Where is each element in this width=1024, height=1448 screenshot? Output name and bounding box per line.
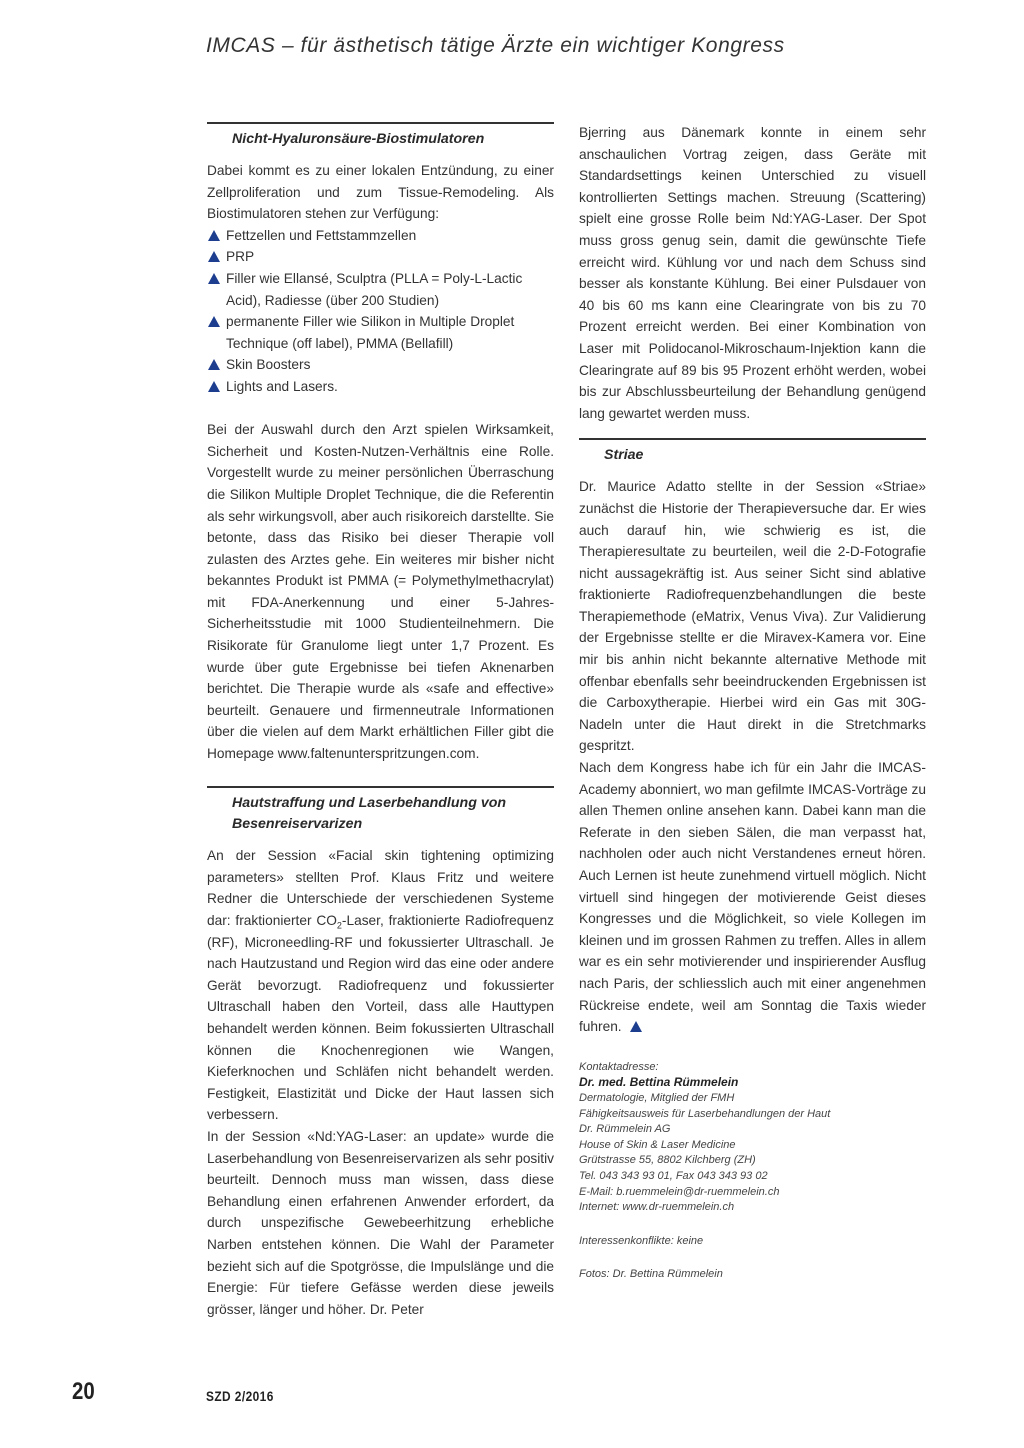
page-number: 20 xyxy=(72,1378,95,1405)
list-item: permanente Filler wie Silikon in Multiple Droplet Technique (off label), PMMA (Bellafill) xyxy=(207,311,554,354)
contact-line: Fähigkeitsausweis für Laserbehandlungen der Haut xyxy=(579,1107,831,1120)
contact-email: E-Mail: b.ruemmelein@dr-ruemmelein.ch xyxy=(579,1185,780,1198)
section-heading-striae: Striae xyxy=(579,438,926,466)
list-item: Fettzellen und Fettstammzellen xyxy=(207,225,554,247)
biostimulatoren-list xyxy=(207,225,554,398)
section-heading-hautstraffung: Hautstraffung und Laserbehandlung von Besenreiservarizen xyxy=(207,786,554,835)
triangle-bullet-icon xyxy=(208,251,220,262)
triangle-bullet-icon xyxy=(208,316,220,327)
triangle-bullet-icon xyxy=(208,359,220,370)
paragraph-striae-2: Nach dem Kongress habe ich für ein Jahr die IMCAS-Academy abonniert, wo man gefilmte IMCAS-Vorträge zu allen Themen online ansehen kann. Dabei kann man die Referate in den sieben Sälen, die man verpasst hat, nachholen oder auch nicht Verstandenes erneut hören. Auch Lernen ist heute zunehmend virtuell möglich. Nicht virtuell sind hingegen der motivierende Geist dieses Kongresses und die Möglichkeit, so viele Kollegen im kleinen und im grossen Rahmen zu treffen. Alles in allem war es ein sehr motivierender und inspirierender Ausflug nach Paris, der schliesslich auch mit einer angenehmen Rückreise endete, weil am Sonntag die Taxis wieder fuhren. xyxy=(579,760,926,1035)
issue-label: SZD 2/2016 xyxy=(206,1388,274,1404)
list-item: Skin Boosters xyxy=(207,354,554,376)
paragraph-biostimulatoren-intro: Dabei kommt es zu einer lokalen Entzündung, zu einer Zellproliferation und zum Tissue-Remodeling. Als Biostimulatoren stehen zur Verfügung: xyxy=(207,163,554,222)
contact-line: Dermatologie, Mitglied der FMH xyxy=(579,1091,735,1104)
contact-line: Tel. 043 343 93 01, Fax 043 343 93 02 xyxy=(579,1169,768,1182)
conflicts-note: Interessenkonflikte: keine xyxy=(579,1234,704,1247)
contact-line: Dr. Rümmelein AG xyxy=(579,1123,671,1136)
left-column xyxy=(207,122,554,1320)
section-heading-biostimulatoren: Nicht-Hyaluronsäure-Biostimulatoren xyxy=(207,122,554,150)
paragraph-hautstraffung-2: In der Session «Nd:YAG-Laser: an update» wurde die Laserbehandlung von Besenreiservarizen als sehr positiv beurteilt. Dennoch muss man wissen, dass diese Behandlung einen erfahrenen Anwender erfordert, da durch unspezifische Gewebeerhitzung erhebliche Narben entstehen können. Die Wahl der Parameter bezieht sich auf die Spotgrösse, die Impulslänge und die Energie: Für tiefere Gefässe werden diese jeweils grösser, länger und höher. Dr. Peter xyxy=(207,1128,554,1317)
paragraph-hautstraffung-1: An der Session «Facial skin tightening optimizing parameters» stellten Prof. Klaus Fritz und weitere Redner die Unterschiede der verschiedenen Systeme dar: fraktionierter $CO_2$-Laser, fraktionierte Radiofrequenz (RF), Microneedling-RF und fokussierter Ultraschall. Je nach Hautzustand und Region wird das eine oder andere Gerät bevorzugt. Radiofrequenz und fokussierter Ultraschall haben den Vorteil, dass alle Hauttypen behandelt werden können. Beim fokussierten Ultraschall können die Knochenregionen wie Wangen, Kieferknochen und Schläfen nicht behandelt werden. Festigkeit, Elastizität und Dicke der Haut lassen sich verbessern. xyxy=(207,848,554,1123)
contact-line: House of Skin & Laser Medicine xyxy=(579,1138,736,1151)
paragraph-biostimulatoren-body: Bei der Auswahl durch den Arzt spielen Wirksamkeit, Sicherheit und Kosten-Nutzen-Verhältnis eine Rolle. Vorgestellt wurde zu meiner persönlichen Überraschung die Silikon Multiple Droplet Technique, die die Referentin als sehr wirkungsvoll, aber auch risikoreich darstellte. Sie betonte, dass das Risiko bei dieser Therapie voll zulasten des Arztes gehe. Ein weiteres mir bisher nicht bekanntes Produkt ist PMMA (= Polymethylmethacrylat) mit FDA-Anerkennung und einer 5-Jahres-Sicherheitsstudie mit 1000 Studienteilnehmern. Die Risikorate für Granulome liegt unter 1,7 Prozent. Es wurde über gute Ergebnisse bei tiefen Aknenarben berichtet. Die Therapie wurde als «safe and effective» beurteilt. Genauere und firmenneutrale Informationen über die vielen auf dem Markt erhältlichen Filler gibt die Homepage www.faltenunterspritzungen.com. xyxy=(207,422,554,762)
end-mark-triangle-icon xyxy=(630,1021,642,1032)
triangle-bullet-icon xyxy=(208,230,220,241)
photo-credit: Fotos: Dr. Bettina Rümmelein xyxy=(579,1268,723,1281)
contact-line: Grütstrasse 55, 8802 Kilchberg (ZH) xyxy=(579,1154,756,1167)
list-item: Lights and Lasers. xyxy=(207,376,554,398)
contact-website: Internet: www.dr-ruemmelein.ch xyxy=(579,1201,735,1214)
list-item: PRP xyxy=(207,246,554,268)
running-header-title: IMCAS – für ästhetisch tätige Ärzte ein wichtiger Kongress xyxy=(206,34,785,57)
triangle-bullet-icon xyxy=(208,381,220,392)
contact-label: Kontaktadresse: xyxy=(579,1060,659,1073)
contact-block xyxy=(579,1060,926,1283)
contact-name: Dr. med. Bettina Rümmelein xyxy=(579,1075,739,1090)
paragraph-striae-1: Dr. Maurice Adatto stellte in der Session «Striae» zunächst die Historie der Therapieversuche dar. Er wies auch darauf hin, wie schwierig es ist, die Therapieresultate zu beurteilen, weil die 2-D-Fotografie nicht aussagekräftig ist. Aus seiner Sicht sind ablative fraktionierte Radiofrequenzbehandlungen die beste Therapiemethode (eMatrix, Venus Viva). Zur Validierung der Ergebnisse stellte er die Miravex-Kamera vor. Eine mir bis anhin nicht bekannte alternative Methode mit offenbar ebenfalls sehr beeindruckenden Ergebnissen ist die Carboxytherapie. Hierbei wird ein Gas mit 30G-Nadeln unter die Haut direkt in die Stretchmarks gespritzt. xyxy=(579,479,926,754)
right-column xyxy=(579,122,926,1283)
triangle-bullet-icon xyxy=(208,273,220,284)
list-item: Filler wie Ellansé, Sculptra (PLLA = Poly-L-Lactic Acid), Radiesse (über 200 Studien) xyxy=(207,268,554,311)
paragraph-bjerring: Bjerring aus Dänemark konnte in einem sehr anschaulichen Vortrag zeigen, dass Geräte mit Standardsettings keinen Unterschied zu visuell kontrollierten Settings machen. Streuung (Scattering) spielt eine grosse Rolle beim Nd:YAG-Laser. Der Spot muss gross genug sein, damit die gewünschte Tiefe erreicht wird. Kühlung vor und nach dem Schuss sind besser als konstante Kühlung. Bei einer Pulsdauer von 40 bis 60 ms kann eine Clearingrate von bis zu 70 Prozent erreicht werden. Bei einer Kombination von Laser mit Polidocanol-Mikroschaum-Injektion kann die Clearingrate auf 89 bis 95 Prozent erhöht werden, wobei bis zur Abschlussbeurteilung der Behandlung genügend lang gewartet werden muss. xyxy=(579,125,926,421)
